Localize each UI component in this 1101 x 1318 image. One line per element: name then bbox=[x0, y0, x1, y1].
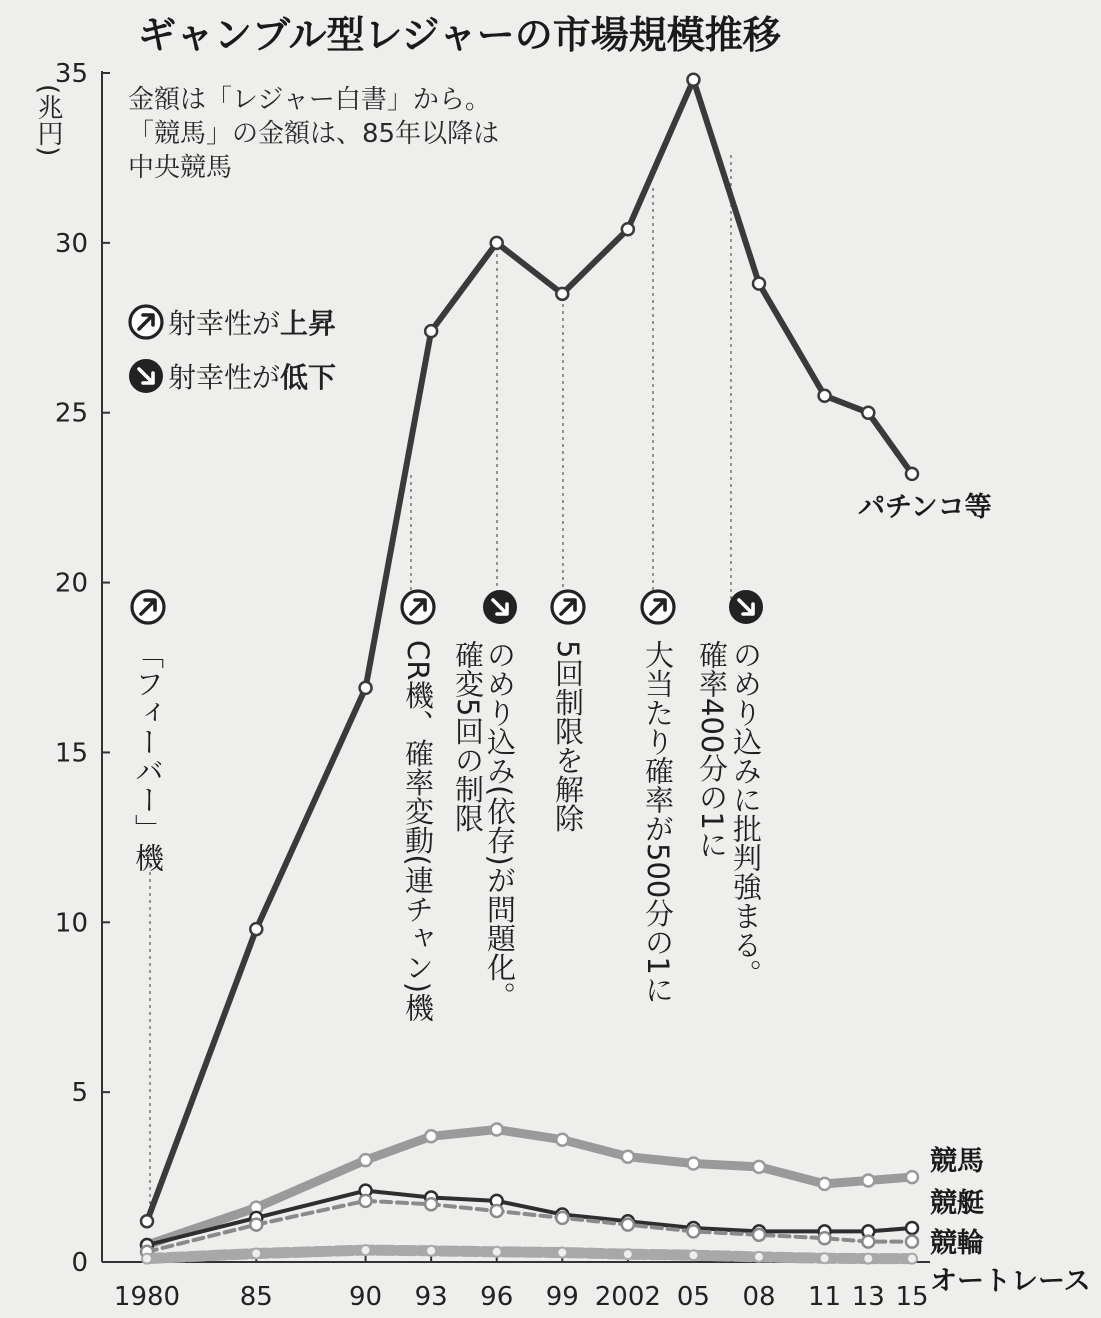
legend bbox=[130, 306, 336, 394]
data-point bbox=[820, 1253, 830, 1263]
data-point bbox=[491, 237, 503, 249]
data-point bbox=[906, 1222, 918, 1234]
data-point bbox=[819, 1178, 831, 1190]
x-tick-label: 15 bbox=[895, 1282, 929, 1312]
data-point bbox=[753, 1229, 765, 1241]
data-point bbox=[360, 682, 372, 694]
data-point bbox=[622, 1219, 634, 1231]
annotation-text: 確変5回の制限 bbox=[451, 640, 485, 833]
series-label: オートレース bbox=[930, 1266, 1091, 1297]
series-label: 競艇 bbox=[930, 1188, 984, 1219]
data-point bbox=[687, 74, 699, 86]
annotation-1 bbox=[401, 591, 435, 1022]
data-point bbox=[142, 1254, 152, 1264]
series-line bbox=[147, 80, 912, 1221]
up-arrow-icon bbox=[130, 306, 162, 338]
data-point bbox=[491, 1124, 503, 1136]
up-arrow-icon bbox=[552, 591, 584, 623]
y-tick-label: 20 bbox=[54, 568, 88, 599]
data-point bbox=[687, 1225, 699, 1237]
data-point bbox=[754, 1252, 764, 1262]
data-point bbox=[906, 1171, 918, 1183]
annotation-text: 大当たり確率が500分の1に bbox=[641, 640, 675, 1004]
data-point bbox=[557, 1247, 567, 1257]
x-tick-label: 11 bbox=[808, 1282, 842, 1312]
chart-title: ギャンブル型レジャーの市場規模推移 bbox=[138, 13, 781, 57]
annotation-0 bbox=[131, 591, 165, 872]
annotations bbox=[131, 591, 763, 1022]
data-point bbox=[556, 1134, 568, 1146]
x-tick-label: 85 bbox=[239, 1282, 273, 1312]
data-point bbox=[819, 390, 831, 402]
legend-down-strong: 低下 bbox=[280, 361, 337, 394]
series-label: 競輪 bbox=[930, 1228, 984, 1259]
svg-text:射幸性が低下 bbox=[168, 361, 336, 394]
data-point bbox=[250, 923, 262, 935]
data-point bbox=[141, 1215, 153, 1227]
x-tick-label: 1980 bbox=[113, 1282, 181, 1312]
series-layer bbox=[141, 74, 1091, 1297]
annotation-4 bbox=[641, 591, 675, 1004]
annotation-2 bbox=[451, 591, 517, 1011]
up-arrow-icon bbox=[132, 591, 164, 623]
legend-up-strong: 上昇 bbox=[280, 307, 337, 340]
data-point bbox=[819, 1232, 831, 1244]
down-arrow-icon bbox=[484, 591, 516, 623]
legend-down-entry bbox=[130, 360, 336, 394]
up-arrow-icon bbox=[642, 591, 674, 623]
y-tick-label: 10 bbox=[54, 908, 88, 939]
data-point bbox=[863, 1254, 873, 1264]
data-point bbox=[622, 223, 634, 235]
x-tick-label: 99 bbox=[545, 1282, 579, 1312]
y-axis-unit: (兆円) bbox=[33, 84, 63, 157]
y-tick-label: 15 bbox=[54, 738, 88, 769]
annotation-text: 5回制限を解除 bbox=[551, 640, 585, 833]
data-point bbox=[491, 1205, 503, 1217]
note-line-3: 中央競馬 bbox=[128, 153, 233, 183]
data-point bbox=[556, 288, 568, 300]
x-tick-label: 90 bbox=[349, 1282, 383, 1312]
data-point bbox=[753, 278, 765, 290]
annotation-text: のめり込みに批判強まる。 bbox=[729, 640, 763, 988]
annotation-text: 「フィーバー」機 bbox=[131, 640, 165, 872]
series-label: パチンコ等 bbox=[858, 492, 992, 523]
data-point bbox=[251, 1249, 261, 1259]
annotation-3 bbox=[551, 591, 585, 832]
data-point bbox=[862, 407, 874, 419]
up-arrow-icon bbox=[402, 591, 434, 623]
note-line-1: 金額は「レジャー白書」から。 bbox=[128, 85, 491, 115]
annotation-text: のめり込み(依存)が問題化。 bbox=[483, 640, 517, 1011]
data-point bbox=[907, 1254, 917, 1264]
note-line-2: 「競馬」の金額は、85年以降は bbox=[128, 119, 500, 149]
down-arrow-icon bbox=[130, 360, 162, 392]
x-tick-label: 08 bbox=[742, 1282, 776, 1312]
y-tick-label: 5 bbox=[71, 1078, 88, 1109]
annotation-5 bbox=[695, 591, 763, 988]
data-point bbox=[753, 1161, 765, 1173]
down-arrow-icon bbox=[130, 360, 162, 392]
annotation-text: CR機、確率変動(連チャン)機 bbox=[401, 640, 435, 1023]
data-point bbox=[360, 1154, 372, 1166]
data-point bbox=[425, 325, 437, 337]
data-point bbox=[622, 1151, 634, 1163]
legend-down-text: 射幸性が bbox=[168, 361, 281, 394]
data-point bbox=[687, 1157, 699, 1169]
y-tick-label: 25 bbox=[54, 398, 88, 429]
x-tick-label: 05 bbox=[676, 1282, 710, 1312]
up-arrow-icon bbox=[130, 306, 162, 338]
y-tick-label: 35 bbox=[54, 59, 88, 89]
data-point bbox=[426, 1246, 436, 1256]
data-point bbox=[425, 1198, 437, 1210]
legend-up-entry bbox=[130, 306, 336, 340]
data-point bbox=[556, 1212, 568, 1224]
svg-text:射幸性が上昇 bbox=[168, 307, 336, 340]
annotation-text: 確率400分の1に bbox=[695, 640, 729, 859]
x-tick-label: 13 bbox=[851, 1282, 885, 1312]
data-point bbox=[688, 1250, 698, 1260]
data-point bbox=[906, 1236, 918, 1248]
data-point bbox=[425, 1130, 437, 1142]
legend-up-text: 射幸性が bbox=[168, 307, 281, 340]
data-point bbox=[250, 1219, 262, 1231]
series-label: 競馬 bbox=[930, 1146, 984, 1177]
y-tick-label: 30 bbox=[54, 228, 88, 259]
data-point bbox=[360, 1195, 372, 1207]
data-point bbox=[492, 1247, 502, 1257]
y-tick-label: 0 bbox=[71, 1248, 88, 1278]
x-tick-label: 96 bbox=[480, 1282, 514, 1312]
data-point bbox=[862, 1236, 874, 1248]
data-point bbox=[623, 1249, 633, 1259]
x-tick-label: 2002 bbox=[594, 1282, 661, 1312]
x-tick-label: 93 bbox=[414, 1282, 448, 1312]
down-arrow-icon bbox=[730, 591, 762, 623]
data-point bbox=[862, 1174, 874, 1186]
data-point bbox=[906, 468, 918, 480]
data-point bbox=[361, 1245, 371, 1255]
